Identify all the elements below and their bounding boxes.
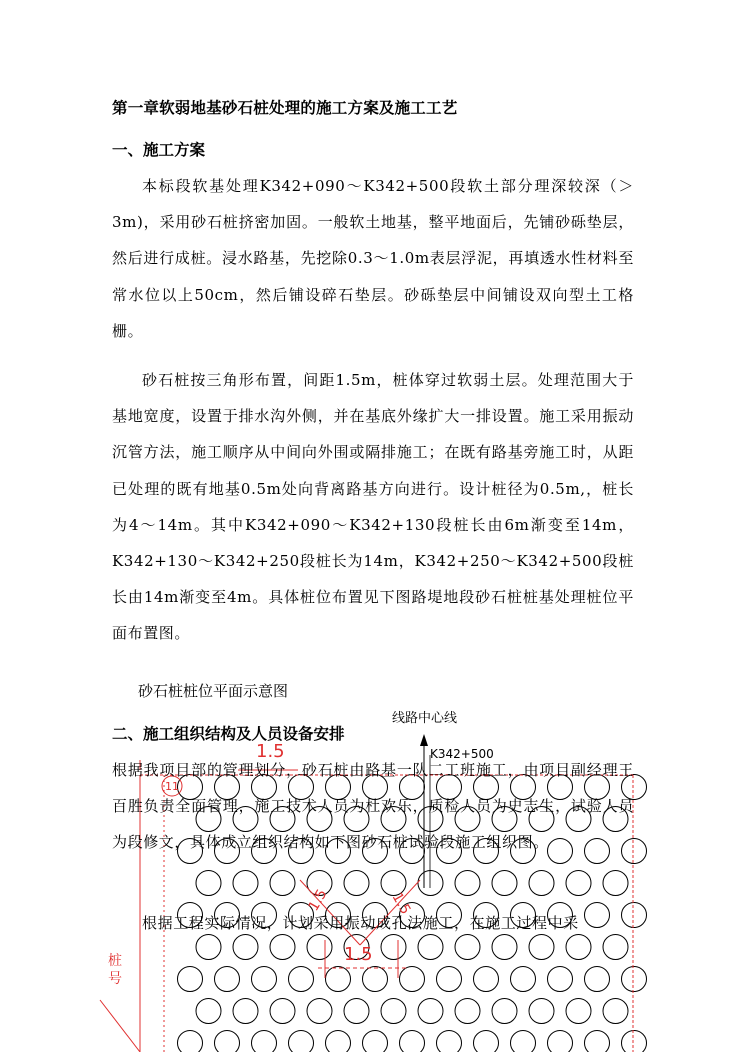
pile-circle	[437, 967, 462, 992]
corner-line	[100, 1000, 140, 1052]
pile-circle	[196, 871, 221, 896]
page-title: 第一章软弱地基砂石桩处理的施工方案及施工工艺	[112, 98, 458, 117]
pile-circle	[566, 871, 591, 896]
pile-circle	[585, 967, 610, 992]
pile-circle	[622, 1031, 647, 1052]
pile-circle	[178, 967, 203, 992]
centerline-label: 线路中心线	[392, 711, 458, 726]
pile-circle	[529, 871, 554, 896]
spacing-label-mid: 1.5	[344, 944, 373, 965]
pile-circle	[289, 967, 314, 992]
pile-circle	[603, 871, 628, 896]
pile-circle	[492, 871, 517, 896]
pile-circle	[474, 967, 499, 992]
pile-circle	[344, 999, 369, 1024]
pile-circle	[400, 1031, 425, 1052]
pile-circle	[326, 1031, 351, 1052]
pile-circle	[418, 999, 443, 1024]
pile-circle	[437, 1031, 462, 1052]
pile-circle	[455, 871, 480, 896]
pile-circle	[511, 1031, 536, 1052]
pile-circle	[363, 967, 388, 992]
section-1-heading: 一、施工方案	[112, 140, 206, 159]
diagonal-label-left: 1.5	[305, 886, 331, 914]
pile-circle	[529, 999, 554, 1024]
pile-circle	[289, 1031, 314, 1052]
section-2-paragraph-2: 根据工程实际情况，计划采用振动成孔法施工，在施工过程中采	[142, 914, 579, 932]
pile-circle	[326, 967, 351, 992]
pile-circle	[492, 999, 517, 1024]
section-1-paragraph-2: 砂石桩按三角形布置，间距1.5m，桩体穿过软弱土层。处理范围大于基地宽度，设置于排水沟外侧，并在基底外缘扩大一排设置。施工采用振动沉管方法，施工顺序从中间向外围或隔排施工；在既有路基旁施工时，从距已处理的既有地基0.5m处向背离路基方向进行。设计桩径为0.5m,，桩长为4～14m。其中K342+090～K342+130段桩长由6m渐变至14m，K342+130～K342+250段桩长为14m，K342+250～K342+500段桩长由14m渐变至4m。具体桩位布置见下图路堤地段砂石桩桩基处理桩位平面布置图。	[112, 371, 634, 643]
pile-circle	[215, 1031, 240, 1052]
pile-circle	[270, 999, 295, 1024]
pile-circle	[233, 999, 258, 1024]
spacing-label-top: 1.5	[256, 741, 285, 762]
pile-circle	[270, 871, 295, 896]
pile-circle	[511, 967, 536, 992]
pile-circle	[548, 967, 573, 992]
pile-circle	[585, 1031, 610, 1052]
pile-circle	[474, 1031, 499, 1052]
section-2-paragraph-1: 根据我项目部的管理划分，砂石桩由路基一队二工班施工，由项目副经理王百胜负责全面管理，施工技术人员为杜欢乐，质检人员为史志生，试验人员为段修文，具体成立组织结构如下图砂石桩试验段施工组织图。	[112, 761, 634, 852]
pile-circle	[215, 967, 240, 992]
pile-circle	[233, 871, 258, 896]
pile-circle	[252, 1031, 277, 1052]
pile-circle	[307, 999, 332, 1024]
pile-circle	[400, 967, 425, 992]
pile-circle	[178, 1031, 203, 1052]
pile-circle	[603, 999, 628, 1024]
pile-circle	[196, 999, 221, 1024]
section-1-paragraph-1: 本标段软基处理K342+090～K342+500段软土部分理深较深（＞3m)，采用砂石桩挤密加固。一般软土地基，整平地面后，先铺砂砾垫层，然后进行成桩。浸水路基，先挖除0.3～1.0m表层浮泥，再填透水性材料至常水位以上50cm，然后铺设碎石垫层。砂砾垫层中间铺设双向型土工格栅。	[112, 177, 634, 340]
pile-circle	[381, 999, 406, 1024]
pile-circle	[418, 871, 443, 896]
pile-circle	[455, 999, 480, 1024]
figure-caption: 砂石桩桩位平面示意图	[138, 682, 289, 700]
diagonal-label-right: 1.5	[388, 890, 414, 918]
arrow-up-icon	[420, 734, 428, 746]
pile-circle	[548, 1031, 573, 1052]
station-label: K342+500	[430, 747, 494, 761]
pile-circle	[344, 871, 369, 896]
stake-label: 桩 号	[108, 953, 122, 987]
section-2-heading: 二、施工组织结构及人员设备安排	[112, 724, 345, 743]
pile-circle	[252, 967, 277, 992]
row-marker-label: 11	[165, 780, 179, 793]
pile-circle	[566, 999, 591, 1024]
pile-circle	[363, 1031, 388, 1052]
pile-circle	[622, 967, 647, 992]
